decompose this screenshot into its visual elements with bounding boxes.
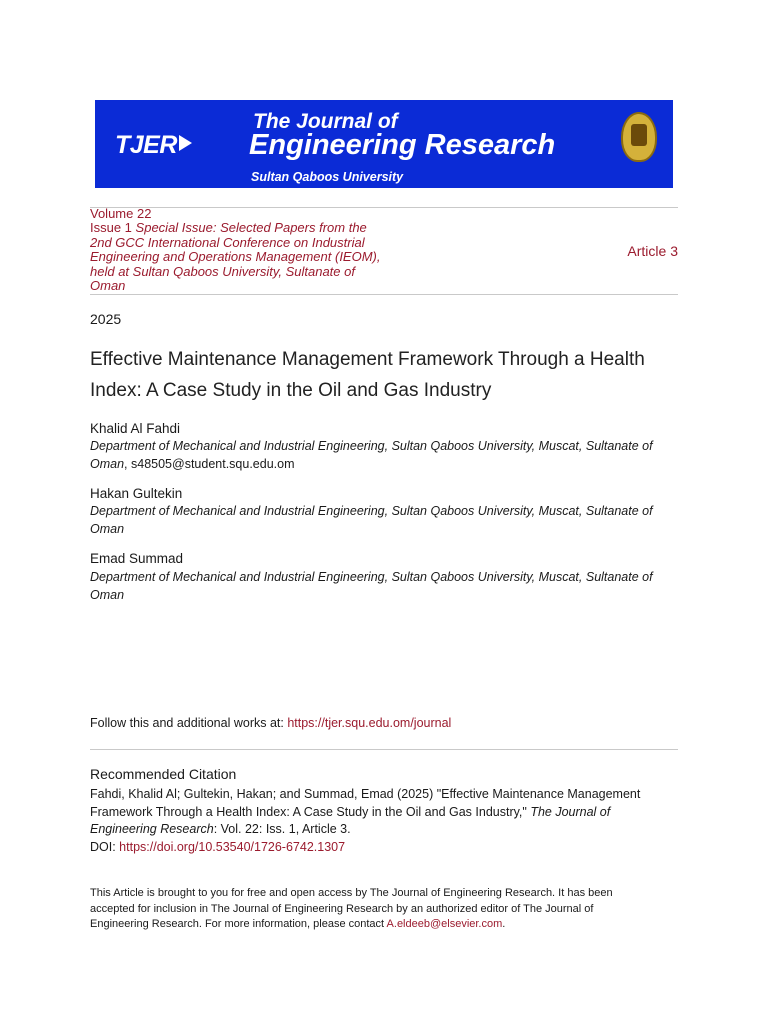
affiliation-text: Department of Mechanical and Industrial Engineering, Sultan Qaboos University, Muscat, Sultanate of Oman	[90, 504, 653, 536]
article-title: Effective Maintenance Management Framework Through a Health Index: A Case Study in the Oil and Gas Industry	[90, 349, 645, 401]
logo-text: TJER	[115, 131, 177, 159]
logo-arrow-icon	[179, 135, 192, 151]
issue-link[interactable]	[90, 221, 390, 293]
citation-heading: Recommended Citation	[90, 766, 237, 782]
citation-text: Fahdi, Khalid Al; Gultekin, Hakan; and Summad, Emad (2025) "Effective Maintenance Management Framework Through a Health Index: A Case Study in the Oil and Gas Industry,"	[90, 787, 641, 819]
issue-info	[90, 207, 390, 293]
tjer-logo	[115, 131, 192, 159]
author-name: Emad Summad	[90, 551, 184, 566]
author-affiliation	[90, 568, 670, 604]
volume-link[interactable]: Volume 22	[90, 206, 152, 221]
divider-citation	[90, 749, 678, 750]
doi-label: DOI:	[90, 839, 120, 854]
citation-body	[90, 786, 680, 856]
contact-email-link[interactable]: A.eldeeb@elsevier.com	[386, 918, 503, 930]
journal-title-line1: The Journal of	[253, 110, 398, 133]
university-name: Sultan Qaboos University	[251, 170, 404, 184]
journal-banner	[95, 100, 673, 188]
author-affiliation	[90, 502, 670, 538]
issue-title[interactable]: Special Issue: Selected Papers from the 2nd GCC International Conference on Industrial Engineering and Operations Management (IEOM), held at Sultan Qaboos University, Sultanate of Oman	[90, 220, 381, 294]
issue-number[interactable]: Issue 1	[90, 220, 132, 236]
author-email: , s48505@student.squ.edu.om	[124, 457, 295, 471]
affiliation-text: Department of Mechanical and Industrial Engineering, Sultan Qaboos University, Muscat, Sultanate of Oman	[90, 439, 653, 471]
divider-issue	[90, 294, 678, 295]
author-affiliation	[90, 437, 670, 473]
doi-link[interactable]: https://doi.org/10.53540/1726-6742.1307	[119, 839, 346, 854]
author-name: Hakan Gultekin	[90, 486, 183, 501]
access-notice	[90, 886, 650, 933]
follow-line	[90, 716, 451, 730]
citation-volume: : Vol. 22: Iss. 1, Article 3.	[213, 822, 351, 836]
notice-end: .	[502, 918, 506, 930]
citation-journal: The Journal of Engineering Research	[90, 804, 611, 836]
journal-title-line2: Engineering Research	[249, 129, 556, 161]
follow-text: Follow this and additional works at:	[90, 716, 288, 730]
author-name: Khalid Al Fahdi	[90, 421, 181, 436]
publication-year: 2025	[90, 311, 122, 327]
journal-link[interactable]: https://tjer.squ.edu.om/journal	[287, 716, 452, 730]
university-seal-icon	[621, 112, 657, 162]
notice-text: This Article is brought to you for free and open access by The Journal of Engineering Research. It has been accepted for inclusion in The Journal of Engineering Research by an authorized editor of The Journal of Engineering Research. For more information, please contact	[90, 887, 613, 930]
article-number: Article 3	[627, 243, 678, 259]
affiliation-text: Department of Mechanical and Industrial Engineering, Sultan Qaboos University, Muscat, Sultanate of Oman	[90, 570, 653, 602]
